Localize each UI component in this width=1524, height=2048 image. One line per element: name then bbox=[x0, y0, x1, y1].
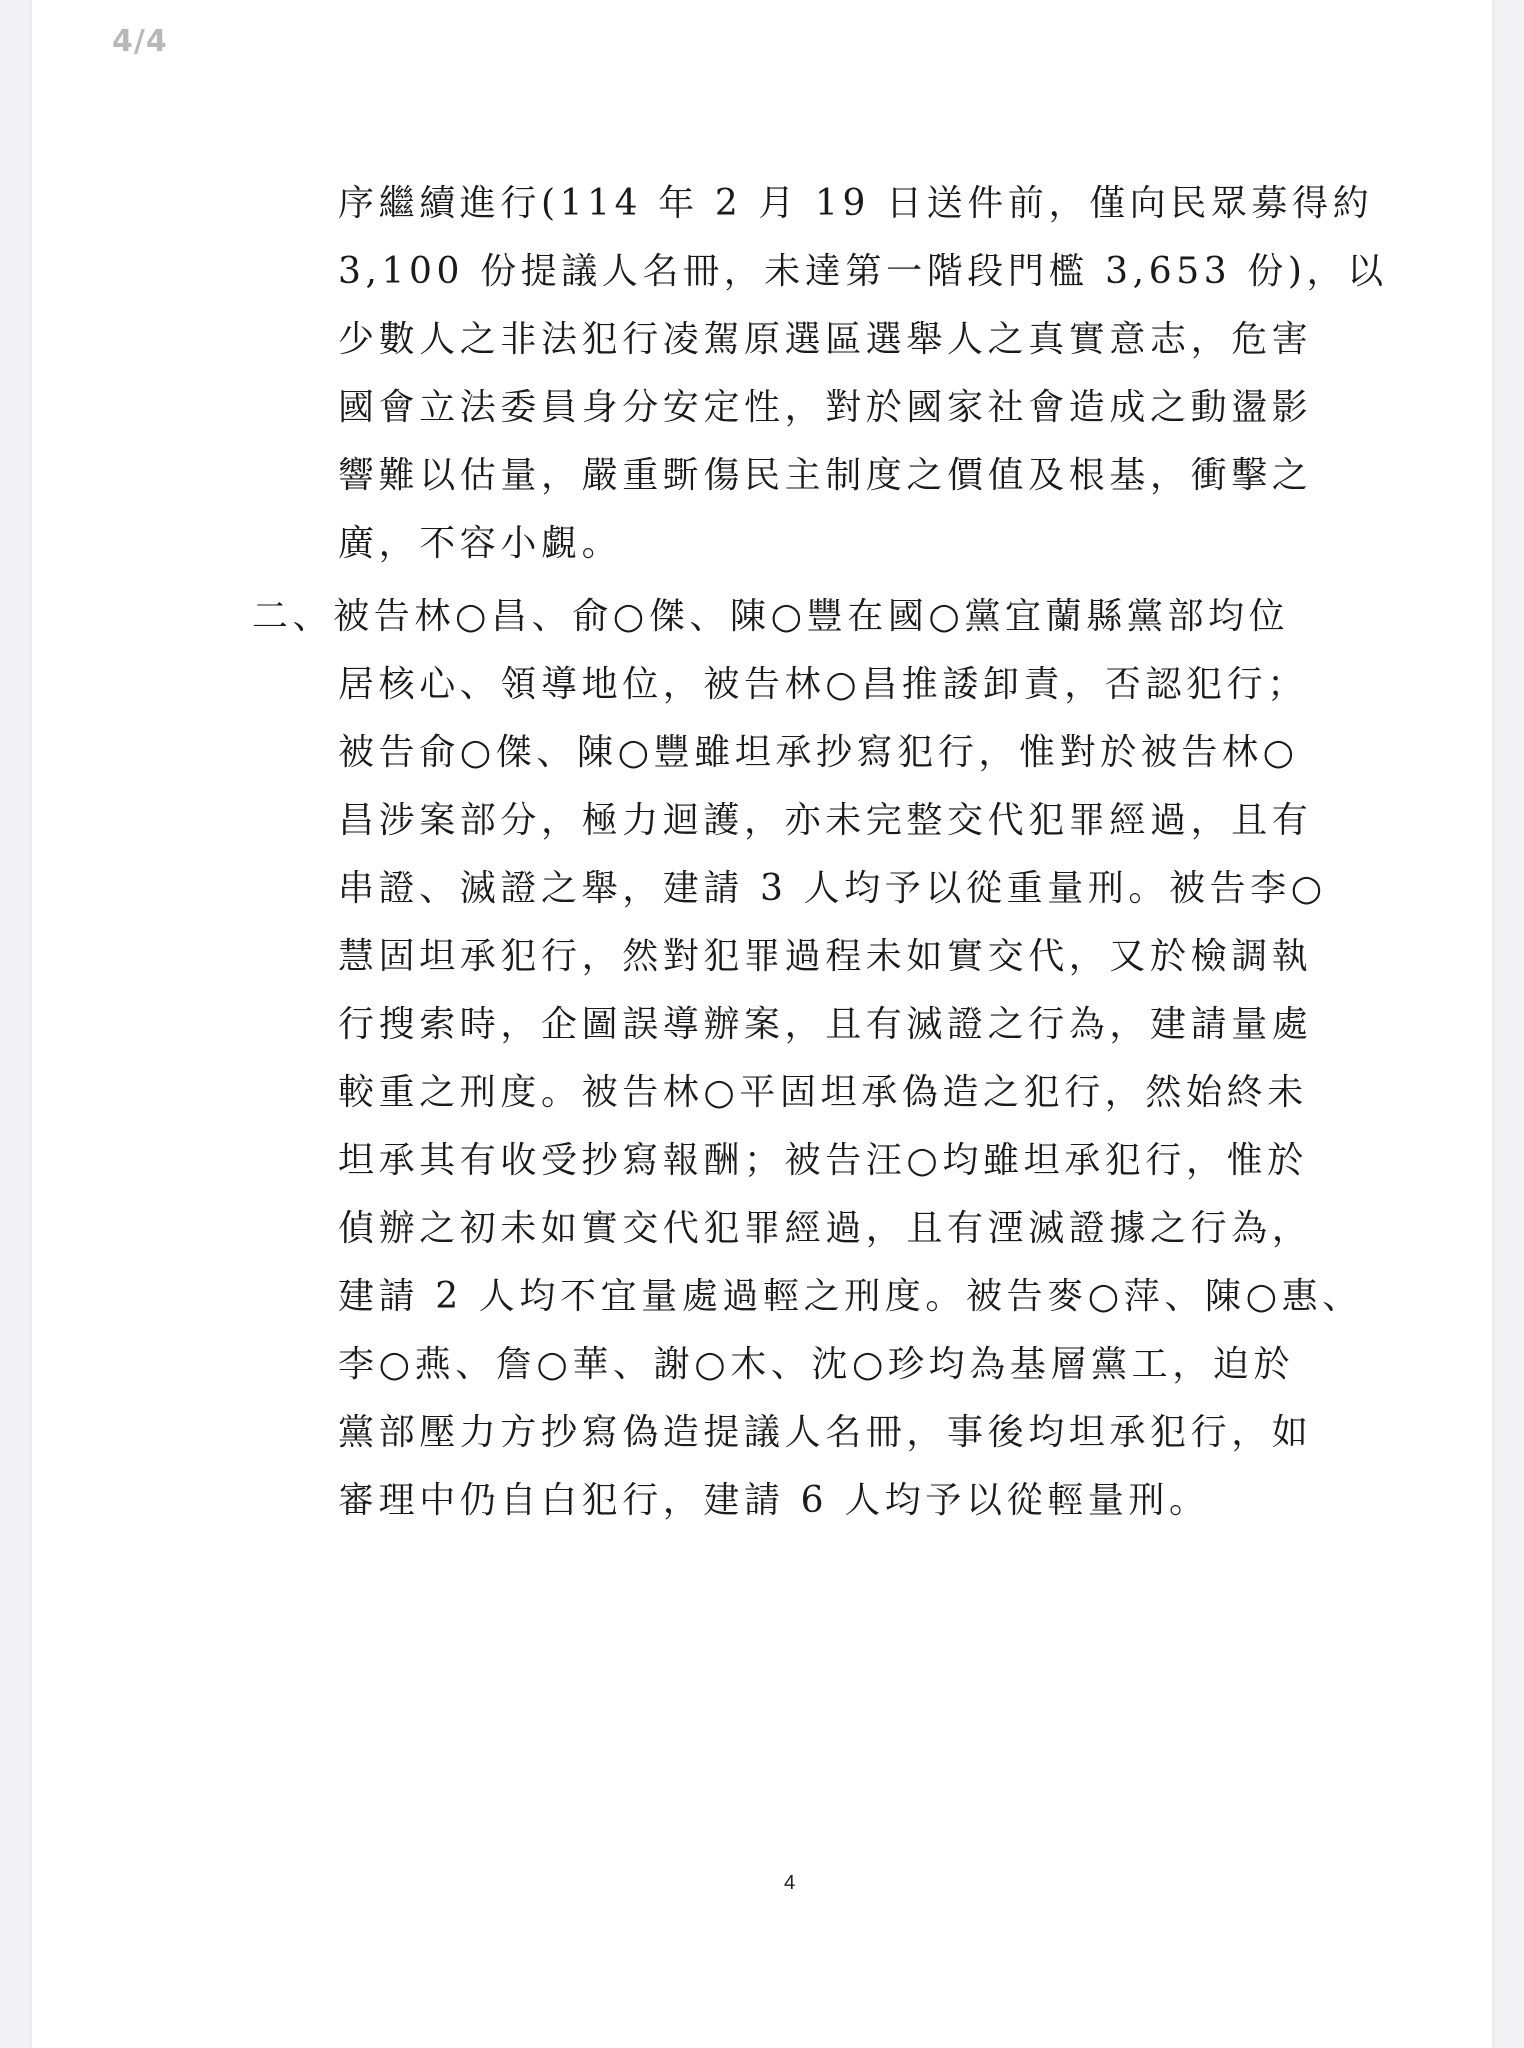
text-line: 昌涉案部分，極力迴護，亦未完整交代犯罪經過，且有 bbox=[338, 800, 1313, 841]
section-heading-line: 二、被告林○昌、俞○傑、陳○豐在國○黨宜蘭縣黨部均位 bbox=[252, 596, 1290, 637]
text-line: 響難以估量，嚴重斲傷民主制度之價值及根基，衝擊之 bbox=[338, 455, 1313, 496]
text-line: 較重之刑度。被告林○平固坦承偽造之犯行，然始終未 bbox=[338, 1072, 1308, 1113]
text-line: 慧固坦承犯行，然對犯罪過程未如實交代，又於檢調執 bbox=[338, 936, 1313, 977]
text-line: 審理中仍自白犯行，建請 6 人均予以從輕量刑。 bbox=[338, 1480, 1210, 1521]
page-number: 4 bbox=[784, 1872, 796, 1894]
text-line: 居核心、領導地位，被告林○昌推諉卸責，否認犯行； bbox=[338, 664, 1308, 705]
text-line: 偵辦之初未如實交代犯罪經過，且有湮滅證據之行為， bbox=[338, 1208, 1313, 1249]
text-line: 被告俞○傑、陳○豐雖坦承抄寫犯行，惟對於被告林○ bbox=[338, 732, 1299, 773]
text-line: 黨部壓力方抄寫偽造提議人名冊，事後均坦承犯行，如 bbox=[338, 1412, 1313, 1453]
page-indicator: 4/4 bbox=[112, 24, 168, 59]
text-line: 建請 2 人均不宜量處過輕之刑度。被告麥○萍、陳○惠、 bbox=[338, 1276, 1363, 1317]
text-line: 坦承其有收受抄寫報酬；被告汪○均雖坦承犯行，惟於 bbox=[338, 1140, 1308, 1181]
text-line: 廣，不容小覷。 bbox=[338, 523, 623, 564]
text-line: 序繼續進行(114 年 2 月 19 日送件前，僅向民眾募得約 bbox=[338, 183, 1374, 224]
text-line: 串證、滅證之舉，建請 3 人均予以從重量刑。被告李○ bbox=[338, 868, 1327, 909]
text-line: 國會立法委員身分安定性，對於國家社會造成之動盪影 bbox=[338, 387, 1313, 428]
text-line: 3,100 份提議人名冊，未達第一階段門檻 3,653 份)，以 bbox=[338, 251, 1388, 292]
text-line: 李○燕、詹○華、謝○木、沈○珍均為基層黨工，迫於 bbox=[338, 1344, 1295, 1385]
text-line: 行搜索時，企圖誤導辦案，且有滅證之行為，建請量處 bbox=[338, 1004, 1313, 1045]
document-page bbox=[32, 0, 1492, 2048]
text-line: 少數人之非法犯行凌駕原選區選舉人之真實意志，危害 bbox=[338, 319, 1313, 360]
